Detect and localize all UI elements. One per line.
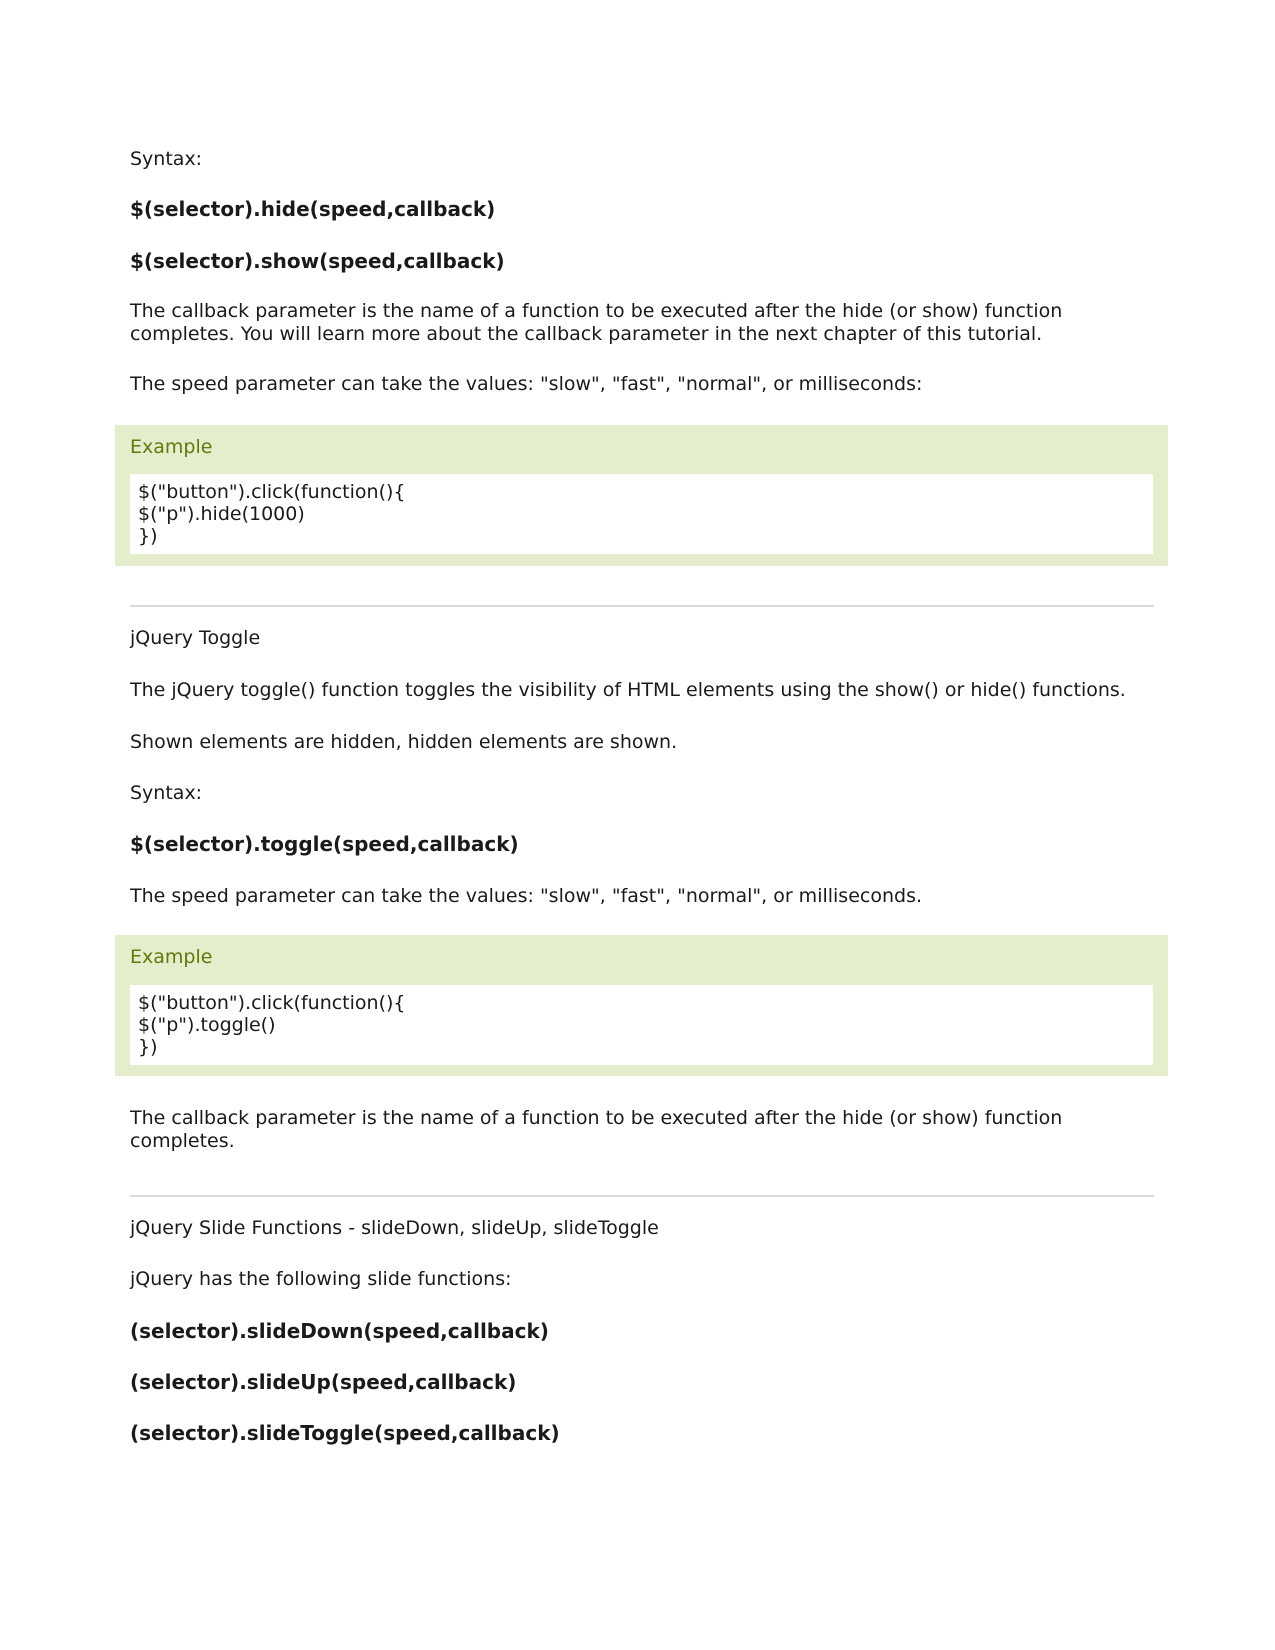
callback-description-line-2: completes. You will learn more about the callback parameter in the next chapter of this tutorial. xyxy=(130,323,1043,345)
slide-down-syntax: (selector).slideDown(speed,callback) xyxy=(130,1319,549,1343)
toggle-syntax: $(selector).toggle(speed,callback) xyxy=(130,832,519,856)
toggle-example-box xyxy=(115,935,1168,1076)
section-divider xyxy=(130,605,1154,607)
hide-example-code xyxy=(130,474,1153,554)
section-divider xyxy=(130,1195,1154,1197)
hide-syntax: $(selector).hide(speed,callback) xyxy=(130,197,496,221)
syntax-label: Syntax: xyxy=(130,148,203,170)
callback-description-line-1: The callback parameter is the name of a function to be executed after the hide (or show) function xyxy=(130,1107,1063,1129)
show-syntax: $(selector).show(speed,callback) xyxy=(130,249,505,273)
syntax-label: Syntax: xyxy=(130,782,203,804)
toggle-heading: jQuery Toggle xyxy=(130,627,261,649)
example-label: Example xyxy=(130,436,213,458)
code-line: }) xyxy=(138,525,158,547)
hide-example-box xyxy=(115,425,1168,566)
speed-description: The speed parameter can take the values: "slow", "fast", "normal", or milliseconds. xyxy=(130,885,923,907)
callback-description-line-1: The callback parameter is the name of a function to be executed after the hide (or show) function xyxy=(130,300,1063,322)
slide-toggle-syntax: (selector).slideToggle(speed,callback) xyxy=(130,1421,560,1445)
toggle-description: The jQuery toggle() function toggles the visibility of HTML elements using the show() or hide() functions. xyxy=(130,679,1126,701)
slide-intro: jQuery has the following slide functions: xyxy=(130,1268,512,1290)
slide-heading: jQuery Slide Functions - slideDown, slideUp, slideToggle xyxy=(130,1217,659,1239)
code-line: $("button").click(function(){ xyxy=(138,481,406,503)
slide-up-syntax: (selector).slideUp(speed,callback) xyxy=(130,1370,517,1394)
code-line: $("p").toggle() xyxy=(138,1014,276,1036)
speed-description: The speed parameter can take the values: "slow", "fast", "normal", or milliseconds: xyxy=(130,373,923,395)
code-line: $("p").hide(1000) xyxy=(138,503,305,525)
code-line: }) xyxy=(138,1036,158,1058)
callback-description-line-2: completes. xyxy=(130,1130,235,1152)
toggle-behavior-text: Shown elements are hidden, hidden elements are shown. xyxy=(130,731,678,753)
toggle-example-code xyxy=(130,985,1153,1065)
code-line: $("button").click(function(){ xyxy=(138,992,406,1014)
example-label: Example xyxy=(130,946,213,968)
